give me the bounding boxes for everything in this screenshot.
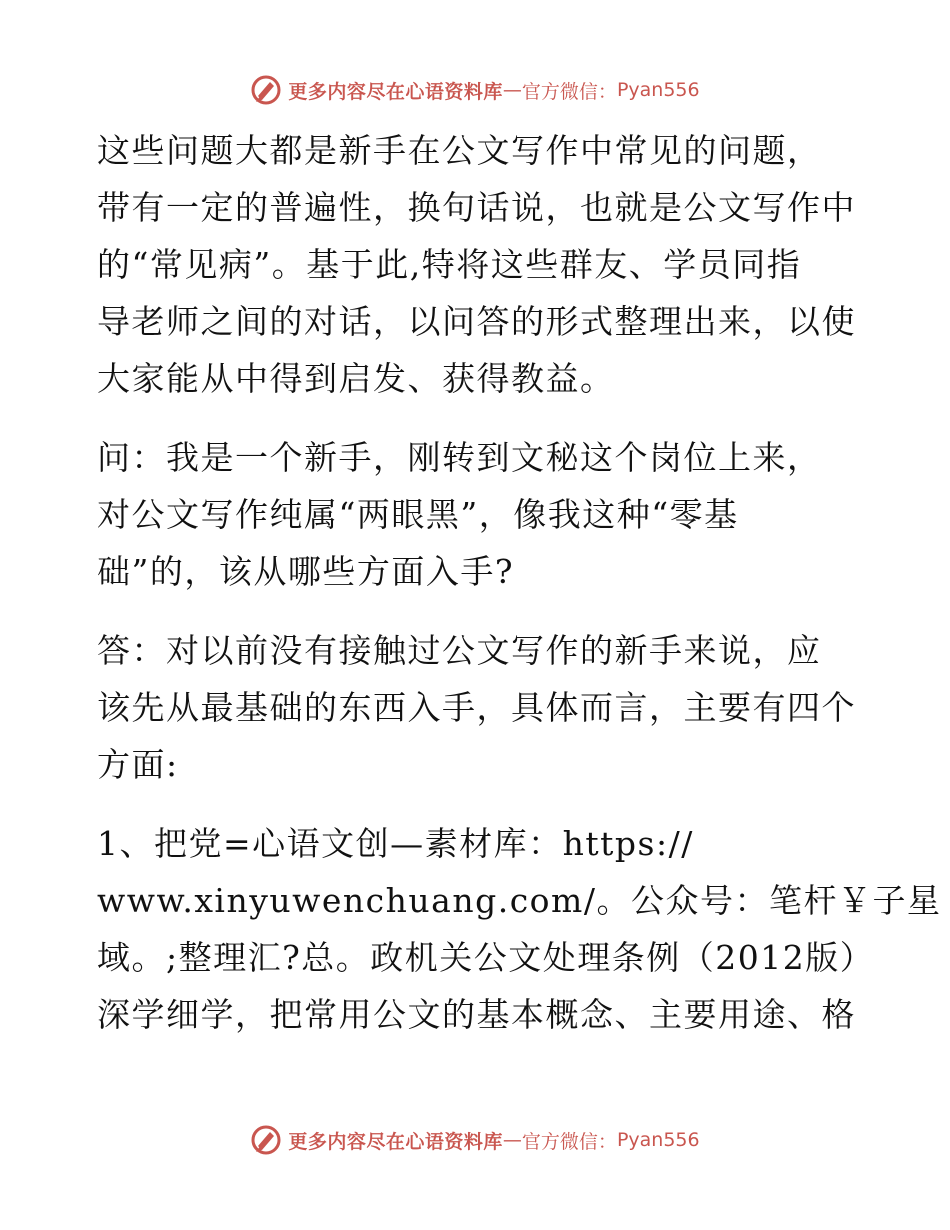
text-line: 方面:	[97, 745, 179, 784]
banner-text: 更多内容尽在心语资料库	[288, 1130, 503, 1153]
wechat-id: Pyan556	[616, 1129, 700, 1151]
text-line: 答：对以前没有接触过公文写作的新手来说，应	[97, 631, 822, 670]
banner-dash: —	[502, 1129, 522, 1151]
footer-banner	[0, 1120, 950, 1160]
text-line: 这些问题大都是新手在公文写作中常见的问题，	[97, 131, 822, 170]
document-body	[97, 122, 942, 1065]
text-line: 对公文写作纯属“两眼黑”，像我这种“零基	[97, 495, 739, 534]
text-line: 的“常见病”。基于此,特将这些群友、学员同指	[97, 245, 802, 284]
text-line: 域。;整理汇?总。政机关公文处理条例（2012版）	[97, 938, 875, 977]
paragraph-intro	[97, 122, 857, 407]
text-line: 该先从最基础的东西入手，具体而言，主要有四个	[97, 688, 856, 727]
banner-text: 更多内容尽在心语资料库	[288, 80, 503, 103]
paragraph-point-1	[97, 815, 942, 1043]
paragraph-question	[97, 429, 857, 600]
text-line: 大家能从中得到启发、获得教益。	[97, 359, 615, 398]
wechat-id: Pyan556	[616, 79, 700, 101]
wechat-label: 官方微信：	[521, 80, 617, 103]
pen-logo-icon	[250, 74, 282, 106]
text-line: 带有一定的普遍性，换句话说，也就是公文写作中	[97, 188, 856, 227]
header-banner	[0, 70, 950, 110]
banner-dash: —	[502, 79, 522, 101]
text-line: 问：我是一个新手，刚转到文秘这个岗位上来，	[97, 438, 822, 477]
wechat-label: 官方微信：	[521, 1130, 617, 1153]
pen-logo-icon	[250, 1124, 282, 1156]
text-line: 1、把党=心语文创—素材库：https://	[97, 824, 694, 863]
text-line: www.xinyuwenchuang.com/。公众号：笔杆￥子星	[97, 881, 942, 920]
text-line: 导老师之间的对话，以问答的形式整理出来，以使	[97, 302, 856, 341]
text-line: 深学细学，把常用公文的基本概念、主要用途、格	[97, 995, 856, 1034]
paragraph-answer	[97, 622, 857, 793]
text-line: 础”的，该从哪些方面入手?	[97, 552, 515, 591]
